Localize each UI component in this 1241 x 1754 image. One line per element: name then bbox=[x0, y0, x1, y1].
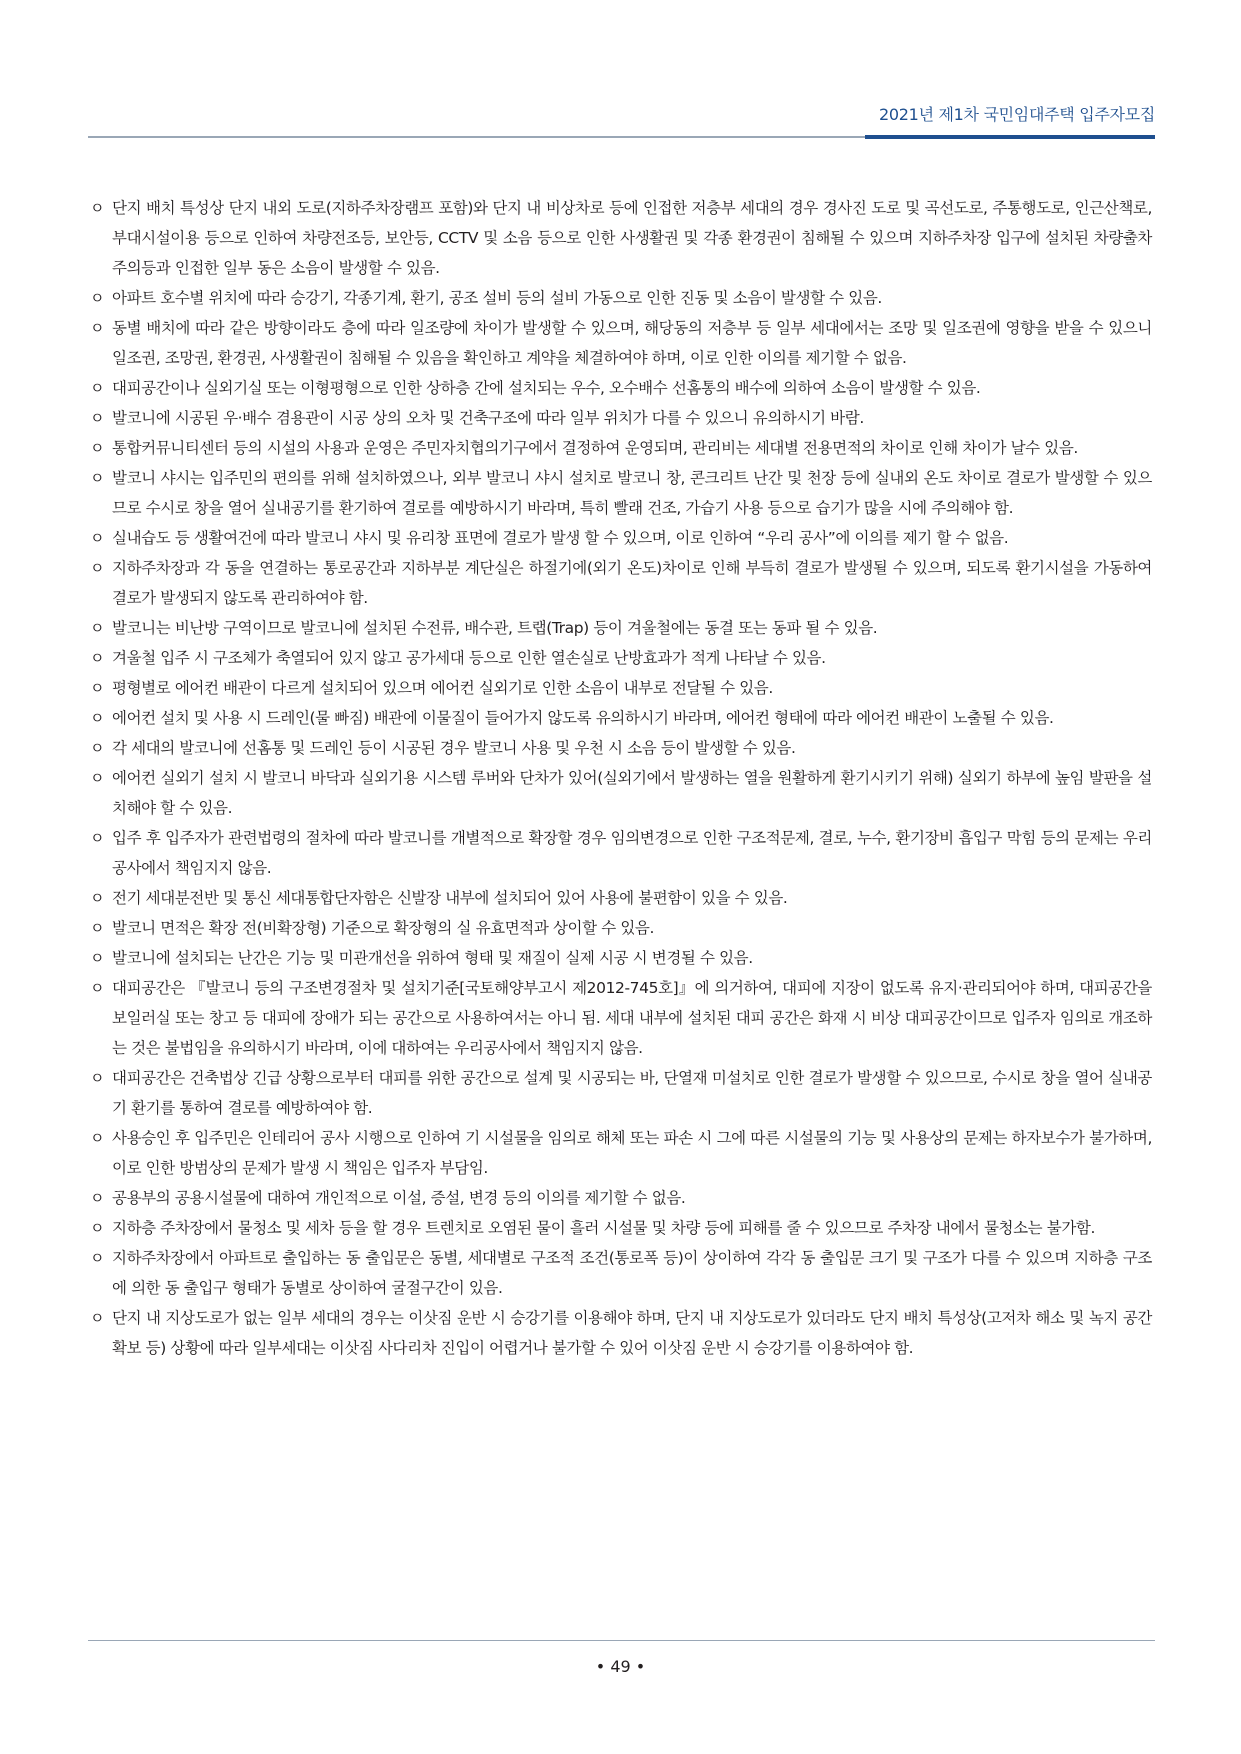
bullet-icon: ㅇ bbox=[90, 739, 105, 757]
bullet-icon: ㅇ bbox=[90, 289, 105, 307]
list-item bbox=[90, 523, 1152, 553]
bullet-icon: ㅇ bbox=[90, 979, 105, 997]
list-item bbox=[90, 1183, 1152, 1213]
list-item bbox=[90, 193, 1152, 283]
list-item-text: 각 세대의 발코니에 선홈통 및 드레인 등이 시공된 경우 발코니 사용 및 우천 시 소음 등이 발생할 수 있음. bbox=[112, 739, 796, 757]
list-item-text: 단지 배치 특성상 단지 내외 도로(지하주차장램프 포함)와 단지 내 비상차로 등에 인접한 저층부 세대의 경우 경사진 도로 및 곡선도로, 주통행도로, 인근산책로, 부대시설이용 등으로 인하여 차량전조등, 보안등, CCTV 및 소음 등으로 인한 사생활권 및 각종 환경권이 침해될 수 있으며 지하주차장 입구에 설치된 차량출차 주의등과 인접한 일부 동은 소음이 발생할 수 있음. bbox=[112, 199, 1152, 277]
bullet-icon: ㅇ bbox=[90, 1069, 105, 1087]
page-number: • 49 • bbox=[595, 1657, 646, 1676]
list-item bbox=[90, 733, 1152, 763]
list-item bbox=[90, 553, 1152, 613]
list-item-text: 에어컨 실외기 설치 시 발코니 바닥과 실외기용 시스템 루버와 단차가 있어(실외기에서 발생하는 열을 원활하게 환기시키기 위해) 실외기 하부에 높임 발판을 설치해야 할 수 있음. bbox=[112, 769, 1152, 817]
bullet-icon: ㅇ bbox=[90, 889, 105, 907]
list-item bbox=[90, 973, 1152, 1063]
header-divider bbox=[88, 136, 1155, 138]
list-item bbox=[90, 1123, 1152, 1183]
bullet-icon: ㅇ bbox=[90, 1249, 105, 1267]
bullet-icon: ㅇ bbox=[90, 919, 105, 937]
bullet-icon: ㅇ bbox=[90, 1129, 105, 1147]
list-item bbox=[90, 1243, 1152, 1303]
list-item bbox=[90, 913, 1152, 943]
list-item-text: 대피공간이나 실외기실 또는 이형평형으로 인한 상하층 간에 설치되는 우수, 오수배수 선홈통의 배수에 의하여 소음이 발생할 수 있음. bbox=[112, 379, 981, 397]
list-item-text: 평형별로 에어컨 배관이 다르게 설치되어 있으며 에어컨 실외기로 인한 소음이 내부로 전달될 수 있음. bbox=[112, 679, 773, 697]
list-item-text: 단지 내 지상도로가 없는 일부 세대의 경우는 이삿짐 운반 시 승강기를 이용해야 하며, 단지 내 지상도로가 있더라도 단지 배치 특성상(고저차 해소 및 녹지 공간 확보 등) 상황에 따라 일부세대는 이삿짐 사다리차 진입이 어렵거나 불가할 수 있어 이삿짐 운반 시 승강기를 이용하여야 함. bbox=[112, 1309, 1152, 1357]
list-item-text: 발코니 면적은 확장 전(비확장형) 기준으로 확장형의 실 유효면적과 상이할 수 있음. bbox=[112, 919, 655, 937]
header-divider-accent bbox=[865, 135, 1155, 139]
list-item bbox=[90, 373, 1152, 403]
list-item bbox=[90, 763, 1152, 823]
bullet-icon: ㅇ bbox=[90, 439, 105, 457]
bullet-icon: ㅇ bbox=[90, 409, 105, 427]
list-item bbox=[90, 1303, 1152, 1363]
bullet-icon: ㅇ bbox=[90, 199, 105, 217]
list-item bbox=[90, 433, 1152, 463]
list-item-text: 대피공간은 건축법상 긴급 상황으로부터 대피를 위한 공간으로 설계 및 시공되는 바, 단열재 미설치로 인한 결로가 발생할 수 있으므로, 수시로 창을 열어 실내공기 환기를 통하여 결로를 예방하여야 함. bbox=[112, 1069, 1152, 1117]
footer-divider bbox=[88, 1640, 1155, 1641]
bullet-icon: ㅇ bbox=[90, 1189, 105, 1207]
list-item bbox=[90, 643, 1152, 673]
bullet-icon: ㅇ bbox=[90, 469, 105, 487]
bullet-icon: ㅇ bbox=[90, 949, 105, 967]
bullet-icon: ㅇ bbox=[90, 529, 105, 547]
list-item-text: 발코니 샤시는 입주민의 편의를 위해 설치하였으나, 외부 발코니 샤시 설치로 발코니 창, 콘크리트 난간 및 천장 등에 실내외 온도 차이로 결로가 발생할 수 있으므로 수시로 창을 열어 실내공기를 환기하여 결로를 예방하시기 바라며, 특히 빨래 건조, 가습기 사용 등으로 습기가 많을 시에 주의해야 함. bbox=[112, 469, 1152, 517]
list-item bbox=[90, 613, 1152, 643]
list-item-text: 실내습도 등 생활여건에 따라 발코니 샤시 및 유리창 표면에 결로가 발생 할 수 있으며, 이로 인하여 “우리 공사”에 이의를 제기 할 수 없음. bbox=[112, 529, 1009, 547]
list-item-text: 동별 배치에 따라 같은 방향이라도 층에 따라 일조량에 차이가 발생할 수 있으며, 해당동의 저층부 등 일부 세대에서는 조망 및 일조권에 영향을 받을 수 있으니 일조권, 조망권, 환경권, 사생활권이 침해될 수 있음을 확인하고 계약을 체결하여야 하며, 이로 인한 이의를 제기할 수 없음. bbox=[112, 319, 1152, 367]
list-item bbox=[90, 463, 1152, 523]
list-item bbox=[90, 673, 1152, 703]
list-item bbox=[90, 403, 1152, 433]
list-item bbox=[90, 313, 1152, 373]
list-item-text: 공용부의 공용시설물에 대하여 개인적으로 이설, 증설, 변경 등의 이의를 제기할 수 없음. bbox=[112, 1189, 686, 1207]
list-item-text: 입주 후 입주자가 관련법령의 절차에 따라 발코니를 개별적으로 확장할 경우 임의변경으로 인한 구조적문제, 결로, 누수, 환기장비 흡입구 막힘 등의 문제는 우리공사에서 책임지지 않음. bbox=[112, 829, 1152, 877]
list-item bbox=[90, 703, 1152, 733]
list-item bbox=[90, 883, 1152, 913]
list-item bbox=[90, 283, 1152, 313]
list-item-text: 발코니에 시공된 우·배수 겸용관이 시공 상의 오차 및 건축구조에 따라 일부 위치가 다를 수 있으니 유의하시기 바람. bbox=[112, 409, 864, 427]
bullet-icon: ㅇ bbox=[90, 769, 105, 787]
list-item bbox=[90, 823, 1152, 883]
list-item-text: 사용승인 후 입주민은 인테리어 공사 시행으로 인하여 기 시설물을 임의로 해체 또는 파손 시 그에 따른 시설물의 기능 및 사용상의 문제는 하자보수가 불가하며, 이로 인한 방범상의 문제가 발생 시 책임은 입주자 부담임. bbox=[112, 1129, 1152, 1177]
list-item-text: 발코니에 설치되는 난간은 기능 및 미관개선을 위하여 형태 및 재질이 실제 시공 시 변경될 수 있음. bbox=[112, 949, 753, 967]
list-item bbox=[90, 943, 1152, 973]
list-item-text: 통합커뮤니티센터 등의 시설의 사용과 운영은 주민자치협의기구에서 결정하여 운영되며, 관리비는 세대별 전용면적의 차이로 인해 차이가 날수 있음. bbox=[112, 439, 1078, 457]
bullet-icon: ㅇ bbox=[90, 1309, 105, 1327]
bullet-icon: ㅇ bbox=[90, 709, 105, 727]
list-item-text: 발코니는 비난방 구역이므로 발코니에 설치된 수전류, 배수관, 트랩(Trap) 등이 겨울철에는 동결 또는 동파 될 수 있음. bbox=[112, 619, 878, 637]
bullet-icon: ㅇ bbox=[90, 829, 105, 847]
list-item bbox=[90, 1063, 1152, 1123]
page-header-title: 2021년 제1차 국민임대주택 입주자모집 bbox=[879, 105, 1155, 124]
list-item-text: 지하층 주차장에서 물청소 및 세차 등을 할 경우 트렌치로 오염된 물이 흘러 시설물 및 차량 등에 피해를 줄 수 있으므로 주차장 내에서 물청소는 불가함. bbox=[112, 1219, 1096, 1237]
list-item-text: 지하주차장에서 아파트로 출입하는 동 출입문은 동별, 세대별로 구조적 조건(통로폭 등)이 상이하여 각각 동 출입문 크기 및 구조가 다를 수 있으며 지하층 구조에 의한 동 출입구 형태가 동별로 상이하여 굴절구간이 있음. bbox=[112, 1249, 1152, 1297]
list-item-text: 지하주차장과 각 동을 연결하는 통로공간과 지하부분 계단실은 하절기에(외기 온도)차이로 인해 부득히 결로가 발생될 수 있으며, 되도록 환기시설을 가동하여 결로가 발생되지 않도록 관리하여야 함. bbox=[112, 559, 1152, 607]
list-item-text: 아파트 호수별 위치에 따라 승강기, 각종기계, 환기, 공조 설비 등의 설비 가동으로 인한 진동 및 소음이 발생할 수 있음. bbox=[112, 289, 882, 307]
bullet-icon: ㅇ bbox=[90, 619, 105, 637]
list-item-text: 전기 세대분전반 및 통신 세대통합단자함은 신발장 내부에 설치되어 있어 사용에 불편함이 있을 수 있음. bbox=[112, 889, 788, 907]
bullet-icon: ㅇ bbox=[90, 679, 105, 697]
bullet-icon: ㅇ bbox=[90, 649, 105, 667]
list-item bbox=[90, 1213, 1152, 1243]
bullet-icon: ㅇ bbox=[90, 559, 105, 577]
list-item-text: 대피공간은 『발코니 등의 구조변경절차 및 설치기준[국토해양부고시 제2012-745호]』에 의거하여, 대피에 지장이 없도록 유지·관리되어야 하며, 대피공간을 보일러실 또는 창고 등 대피에 장애가 되는 공간으로 사용하여서는 아니 됨. 세대 내부에 설치된 대피 공간은 화재 시 비상 대피공간이므로 입주자 임의로 개조하는 것은 불법임을 유의하시기 바라며, 이에 대하여는 우리공사에서 책임지지 않음. bbox=[112, 979, 1152, 1057]
bullet-icon: ㅇ bbox=[90, 1219, 105, 1237]
list-item-text: 에어컨 설치 및 사용 시 드레인(물 빠짐) 배관에 이물질이 들어가지 않도록 유의하시기 바라며, 에어컨 형태에 따라 에어컨 배관이 노출될 수 있음. bbox=[112, 709, 1054, 727]
bullet-icon: ㅇ bbox=[90, 319, 105, 337]
list-item-text: 겨울철 입주 시 구조체가 축열되어 있지 않고 공가세대 등으로 인한 열손실로 난방효과가 적게 나타날 수 있음. bbox=[112, 649, 826, 667]
notice-list bbox=[90, 193, 1152, 1363]
bullet-icon: ㅇ bbox=[90, 379, 105, 397]
